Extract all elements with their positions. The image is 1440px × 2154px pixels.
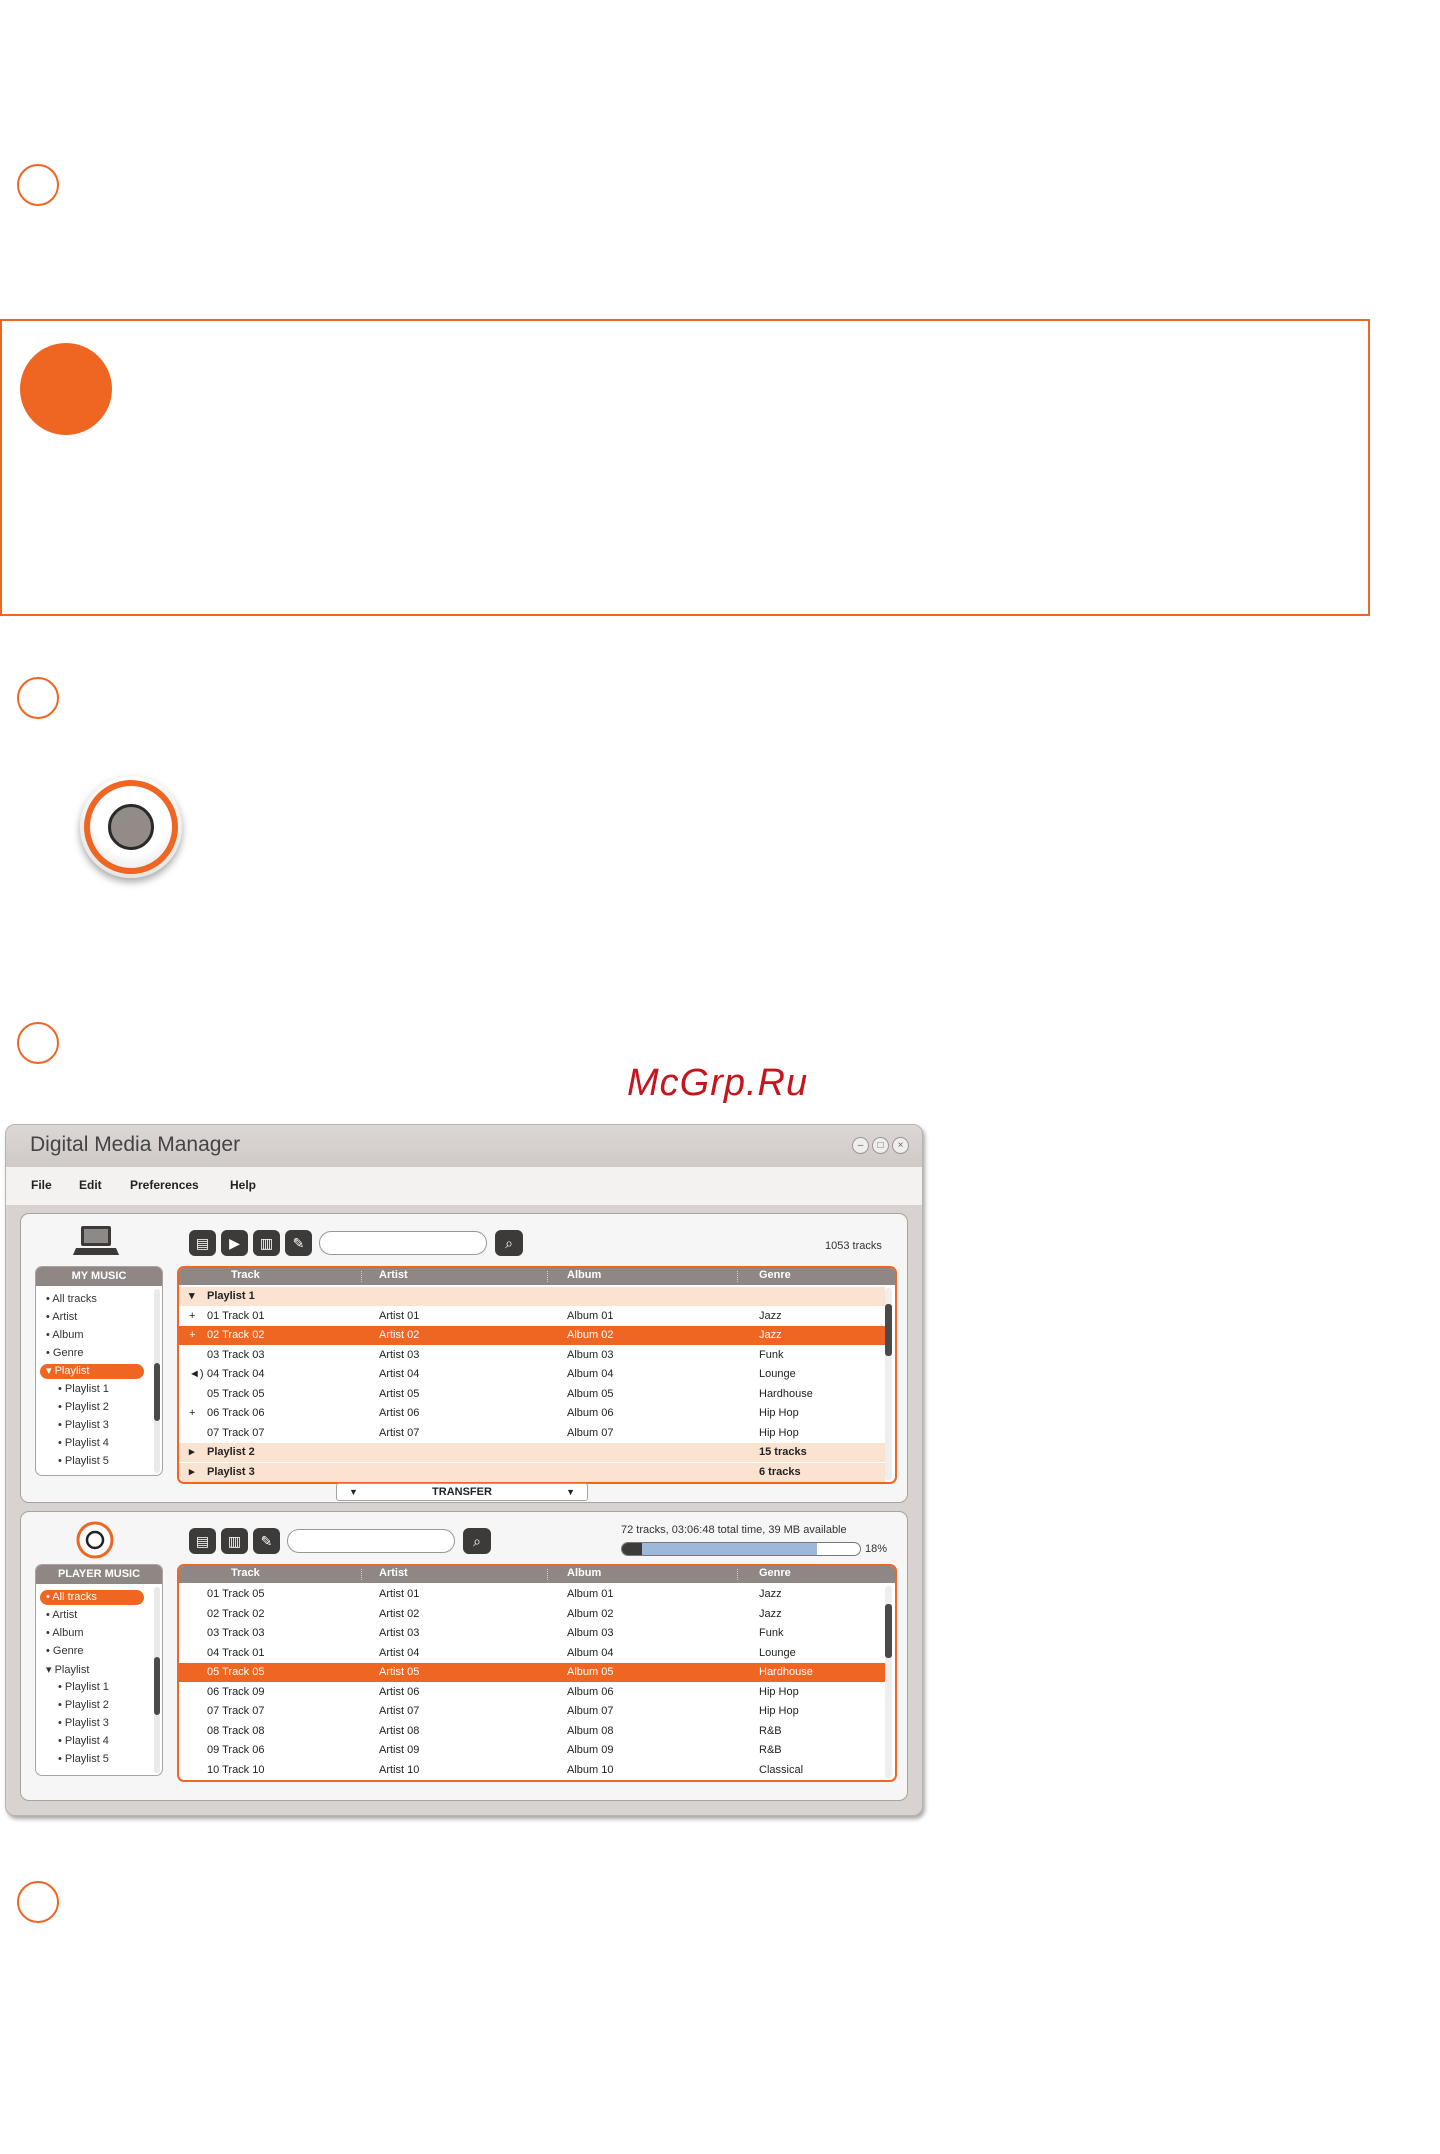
player-row[interactable] xyxy=(179,1644,885,1663)
edit-button[interactable]: ✎ xyxy=(285,1230,312,1256)
player-status-text: 72 tracks, 03:06:48 total time, 39 MB available xyxy=(621,1524,847,1536)
sidebar-item-playlist-4[interactable]: • Playlist 4 xyxy=(58,1437,109,1449)
column-album[interactable]: Album xyxy=(567,1269,602,1281)
player-new-button[interactable]: ▤ xyxy=(189,1528,216,1554)
track-list-header xyxy=(179,1268,895,1285)
transfer-right-arrow-icon: ▼ xyxy=(566,1487,575,1497)
player-cell-album: Album 03 xyxy=(567,1627,614,1639)
sidebar-item-playlist-2[interactable]: • Playlist 2 xyxy=(58,1401,109,1413)
player-cell-artist: Artist 08 xyxy=(379,1724,420,1737)
menu-preferences[interactable]: Preferences xyxy=(130,1178,199,1192)
player-cell-artist: Artist 04 xyxy=(379,1646,420,1659)
player-cell-track: 04 Track 01 xyxy=(207,1646,265,1659)
player-cell-genre: Funk xyxy=(759,1627,784,1639)
player-search-input[interactable] xyxy=(287,1529,455,1553)
player-cell-genre: Hardhouse xyxy=(759,1666,813,1678)
my-music-cell-track: 06 Track 06 xyxy=(207,1407,265,1419)
my-music-cell-marker: + xyxy=(189,1407,196,1419)
my-music-header: MY MUSIC xyxy=(36,1267,162,1286)
my-music-cell-track: 02 Track 02 xyxy=(207,1329,265,1341)
column-track[interactable]: Track xyxy=(231,1269,260,1281)
player-cell-album: Album 07 xyxy=(567,1705,614,1717)
my-music-cell-track: 01 Track 01 xyxy=(207,1309,265,1322)
player-cell-track: 08 Track 08 xyxy=(207,1724,265,1737)
note-box xyxy=(0,319,1370,616)
player-sidebar-item-playlist-3[interactable]: • Playlist 3 xyxy=(58,1717,109,1729)
my-music-cell-marker: + xyxy=(189,1309,196,1322)
player-row[interactable] xyxy=(179,1683,885,1702)
my-music-cell-marker: ▸ xyxy=(189,1465,195,1478)
transfer-left-arrow-icon: ▼ xyxy=(349,1487,358,1497)
my-music-cell-track: Playlist 2 xyxy=(207,1446,255,1458)
my-music-cell-album: Album 05 xyxy=(567,1387,614,1400)
player-cell-track: 01 Track 05 xyxy=(207,1588,265,1600)
player-cell-album: Album 02 xyxy=(567,1607,614,1620)
my-music-cell-artist: Artist 07 xyxy=(379,1426,420,1439)
my-music-cell-track: Playlist 3 xyxy=(207,1465,255,1478)
window-title: Digital Media Manager xyxy=(30,1133,241,1156)
player-edit-button[interactable]: ✎ xyxy=(253,1528,280,1554)
player-cell-album: Album 10 xyxy=(567,1763,614,1776)
my-music-cell-genre: 6 tracks xyxy=(759,1465,801,1478)
player-sidebar-item-playlist-1[interactable]: • Playlist 1 xyxy=(58,1681,109,1693)
player-cell-track: 10 Track 10 xyxy=(207,1763,265,1776)
my-music-cell-genre: Jazz xyxy=(759,1329,782,1341)
my-music-panel xyxy=(20,1213,908,1503)
my-music-cell-marker: + xyxy=(189,1329,196,1341)
my-music-row[interactable] xyxy=(179,1424,885,1443)
sidebar-item-genre[interactable]: • Genre xyxy=(46,1347,84,1359)
close-button[interactable]: × xyxy=(892,1137,909,1154)
new-playlist-button[interactable]: ▤ xyxy=(189,1230,216,1256)
player-track-list-scrollbar[interactable] xyxy=(885,1586,892,1778)
my-music-row[interactable] xyxy=(179,1346,885,1365)
menu-bar xyxy=(6,1167,922,1205)
my-music-cell-track: 04 Track 04 xyxy=(207,1368,265,1380)
search-button[interactable]: ⌕ xyxy=(495,1230,523,1256)
my-music-cell-genre: 15 tracks xyxy=(759,1446,807,1458)
player-column-artist[interactable]: Artist xyxy=(379,1567,408,1579)
player-cell-artist: Artist 02 xyxy=(379,1607,420,1620)
player-capacity-percent: 18% xyxy=(865,1543,888,1555)
delete-button[interactable]: ▥ xyxy=(253,1230,280,1256)
add-to-playlist-button[interactable]: ▶ xyxy=(221,1230,248,1256)
menu-file[interactable]: File xyxy=(31,1178,52,1192)
my-music-cell-marker: ▾ xyxy=(189,1290,195,1302)
my-music-cell-artist: Artist 05 xyxy=(379,1387,420,1400)
player-cell-genre: Classical xyxy=(759,1763,804,1776)
step-marker-2 xyxy=(17,677,59,719)
app-window xyxy=(5,1124,923,1816)
player-cell-album: Album 08 xyxy=(567,1724,614,1737)
player-sidebar-item-artist[interactable]: • Artist xyxy=(46,1609,78,1621)
player-search-button[interactable]: ⌕ xyxy=(463,1528,491,1554)
player-cell-genre: Hip Hop xyxy=(759,1685,799,1698)
track-count: 1053 tracks xyxy=(825,1240,882,1252)
column-artist[interactable]: Artist xyxy=(379,1269,408,1281)
player-cell-track: 03 Track 03 xyxy=(207,1627,265,1639)
player-cell-album: Album 05 xyxy=(567,1666,614,1678)
player-cell-artist: Artist 06 xyxy=(379,1685,420,1698)
my-music-cell-album: Album 03 xyxy=(567,1348,614,1361)
my-music-cell-genre: Hardhouse xyxy=(759,1387,813,1400)
track-list-scrollbar[interactable] xyxy=(885,1288,892,1480)
player-cell-artist: Artist 05 xyxy=(379,1666,420,1678)
my-music-cell-artist: Artist 01 xyxy=(379,1309,420,1322)
transfer-label: TRANSFER xyxy=(432,1486,492,1498)
my-music-cell-artist: Artist 06 xyxy=(379,1407,420,1419)
player-delete-button[interactable]: ▥ xyxy=(221,1528,248,1554)
player-cell-artist: Artist 01 xyxy=(379,1588,420,1600)
player-cell-track: 07 Track 07 xyxy=(207,1705,265,1717)
player-column-album[interactable]: Album xyxy=(567,1567,602,1579)
player-track-list-header xyxy=(179,1566,895,1583)
player-cell-artist: Artist 10 xyxy=(379,1763,420,1776)
my-music-cell-marker: ◄) xyxy=(189,1368,204,1380)
step-marker-4 xyxy=(17,1881,59,1923)
my-music-row[interactable] xyxy=(179,1307,885,1326)
step-marker-3 xyxy=(17,1022,59,1064)
my-music-row[interactable] xyxy=(179,1326,885,1345)
player-cell-genre: Jazz xyxy=(759,1607,782,1620)
player-row[interactable] xyxy=(179,1585,885,1604)
player-cell-genre: R&B xyxy=(759,1744,782,1756)
player-cell-album: Album 09 xyxy=(567,1744,614,1756)
my-music-cell-album: Album 02 xyxy=(567,1329,614,1341)
transfer-button[interactable] xyxy=(336,1483,588,1501)
my-music-cell-artist: Artist 03 xyxy=(379,1348,420,1361)
player-cell-track: 09 Track 06 xyxy=(207,1744,265,1756)
sidebar-item-artist[interactable]: • Artist xyxy=(46,1311,78,1323)
sidebar-item-playlist-5[interactable]: • Playlist 5 xyxy=(58,1455,109,1467)
sidebar-item-all-tracks[interactable]: • All tracks xyxy=(46,1293,97,1305)
player-sidebar-item-playlist-5[interactable]: • Playlist 5 xyxy=(58,1753,109,1765)
player-capacity-bar xyxy=(621,1542,861,1556)
my-music-cell-artist: Artist 04 xyxy=(379,1368,420,1380)
player-cell-genre: Jazz xyxy=(759,1588,782,1600)
my-music-cell-track: 03 Track 03 xyxy=(207,1348,265,1361)
player-cell-album: Album 06 xyxy=(567,1685,614,1698)
sidebar-item-playlist-1[interactable]: • Playlist 1 xyxy=(58,1383,109,1395)
my-music-row[interactable] xyxy=(179,1287,885,1306)
search-input[interactable] xyxy=(319,1231,487,1255)
player-cell-artist: Artist 07 xyxy=(379,1705,420,1717)
player-track-list xyxy=(177,1564,897,1782)
player-sidebar-item-playlist[interactable]: ▾ Playlist xyxy=(46,1664,90,1676)
player-cell-artist: Artist 03 xyxy=(379,1627,420,1639)
my-music-cell-track: Playlist 1 xyxy=(207,1290,255,1302)
my-music-sidebar xyxy=(35,1266,163,1476)
player-button-illustration xyxy=(80,776,182,878)
player-sidebar-item-all-tracks[interactable]: • All tracks xyxy=(40,1590,144,1605)
player-icon xyxy=(75,1520,115,1560)
my-music-cell-genre: Funk xyxy=(759,1348,784,1361)
player-cell-artist: Artist 09 xyxy=(379,1744,420,1756)
my-music-row[interactable] xyxy=(179,1385,885,1404)
sidebar-item-album[interactable]: • Album xyxy=(46,1329,84,1341)
column-genre[interactable]: Genre xyxy=(759,1269,791,1281)
menu-edit[interactable]: Edit xyxy=(79,1178,102,1192)
watermark: McGrp.Ru xyxy=(627,1062,809,1104)
player-column-track[interactable]: Track xyxy=(231,1567,260,1579)
my-music-row[interactable] xyxy=(179,1365,885,1384)
player-music-panel xyxy=(20,1511,908,1801)
my-music-cell-track: 07 Track 07 xyxy=(207,1426,265,1439)
player-cell-track: 06 Track 09 xyxy=(207,1685,265,1698)
player-row[interactable] xyxy=(179,1722,885,1741)
my-music-cell-marker: ▸ xyxy=(189,1446,195,1458)
my-music-track-list xyxy=(177,1266,897,1484)
sidebar-scrollbar[interactable] xyxy=(154,1289,160,1473)
my-music-cell-album: Album 07 xyxy=(567,1426,614,1439)
my-music-cell-album: Album 04 xyxy=(567,1368,614,1380)
player-row[interactable] xyxy=(179,1761,885,1780)
player-cell-album: Album 01 xyxy=(567,1588,614,1600)
my-music-row[interactable] xyxy=(179,1463,885,1482)
my-music-row[interactable] xyxy=(179,1404,885,1423)
player-sidebar-item-genre[interactable]: • Genre xyxy=(46,1645,84,1657)
player-cell-track: 02 Track 02 xyxy=(207,1607,265,1620)
my-music-row[interactable] xyxy=(179,1443,885,1462)
sidebar-item-playlist-3[interactable]: • Playlist 3 xyxy=(58,1419,109,1431)
player-sidebar-item-playlist-4[interactable]: • Playlist 4 xyxy=(58,1735,109,1747)
player-music-sidebar xyxy=(35,1564,163,1776)
menu-help[interactable]: Help xyxy=(230,1178,257,1192)
title-bar xyxy=(6,1125,922,1167)
player-row[interactable] xyxy=(179,1663,885,1682)
my-music-cell-track: 05 Track 05 xyxy=(207,1387,265,1400)
player-cell-track: 05 Track 05 xyxy=(207,1666,265,1678)
player-music-header: PLAYER MUSIC xyxy=(36,1565,162,1584)
minimize-button[interactable]: – xyxy=(852,1137,869,1154)
my-music-cell-genre: Jazz xyxy=(759,1309,782,1322)
my-music-cell-album: Album 01 xyxy=(567,1309,614,1322)
computer-icon xyxy=(73,1224,119,1258)
player-cell-genre: Lounge xyxy=(759,1646,796,1659)
player-row[interactable] xyxy=(179,1702,885,1721)
my-music-cell-genre: Lounge xyxy=(759,1368,796,1380)
my-music-cell-genre: Hip Hop xyxy=(759,1426,799,1439)
my-music-cell-genre: Hip Hop xyxy=(759,1407,799,1419)
note-bullet xyxy=(20,343,112,435)
step-marker-1 xyxy=(17,164,59,206)
player-cell-genre: R&B xyxy=(759,1724,782,1737)
my-music-cell-artist: Artist 02 xyxy=(379,1329,420,1341)
player-sidebar-item-playlist-2[interactable]: • Playlist 2 xyxy=(58,1699,109,1711)
player-cell-genre: Hip Hop xyxy=(759,1705,799,1717)
player-cell-album: Album 04 xyxy=(567,1646,614,1659)
player-sidebar-item-album[interactable]: • Album xyxy=(46,1627,84,1639)
my-music-cell-album: Album 06 xyxy=(567,1407,614,1419)
sidebar-item-playlist[interactable]: ▾ Playlist xyxy=(40,1364,144,1379)
player-row[interactable] xyxy=(179,1624,885,1643)
player-column-genre[interactable]: Genre xyxy=(759,1567,791,1579)
player-sidebar-scrollbar[interactable] xyxy=(154,1587,160,1773)
player-row[interactable] xyxy=(179,1741,885,1760)
maximize-button[interactable]: □ xyxy=(872,1137,889,1154)
player-row[interactable] xyxy=(179,1605,885,1624)
